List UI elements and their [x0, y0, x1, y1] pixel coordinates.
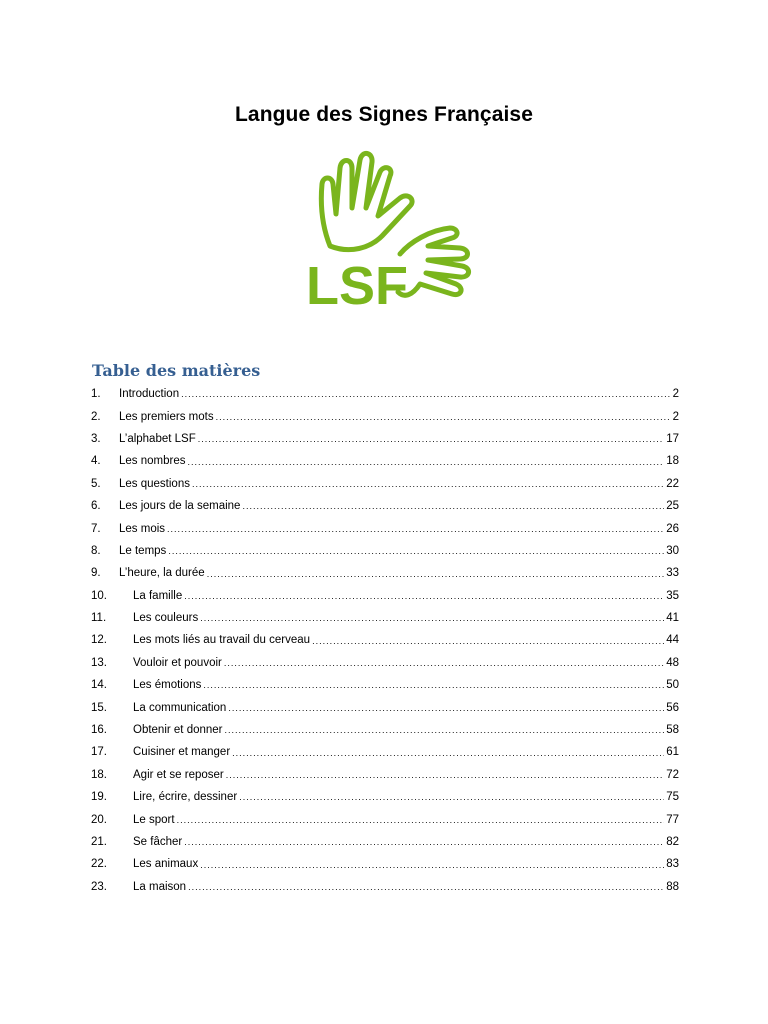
- toc-entry-page[interactable]: 35: [666, 589, 679, 602]
- toc-entry-title[interactable]: Vouloir et pouvoir: [133, 656, 222, 669]
- toc-entry[interactable]: [91, 473, 679, 495]
- toc-entry[interactable]: [91, 517, 679, 539]
- toc-dot-leader: [225, 726, 665, 741]
- toc-entry-number: 11.: [91, 612, 107, 625]
- toc-entry-number: 21.: [91, 836, 107, 848]
- toc-entry-title[interactable]: Le sport: [133, 813, 175, 826]
- toc-dot-leader: [200, 614, 664, 629]
- toc-entry-number: 3.: [91, 432, 101, 445]
- toc-entry[interactable]: [91, 495, 679, 517]
- toc-entry[interactable]: [91, 562, 679, 584]
- toc-entry-number: 9.: [91, 567, 101, 580]
- toc-entry-title[interactable]: Les questions: [119, 477, 190, 490]
- toc-entry-page[interactable]: 2: [672, 410, 679, 423]
- toc-entry-number: 4.: [91, 455, 101, 468]
- toc-entry-number: 8.: [91, 544, 101, 557]
- toc-entry-number: 23.: [91, 880, 107, 893]
- toc-dot-leader: [207, 570, 665, 585]
- toc-entry[interactable]: [91, 585, 679, 607]
- toc-entry-page[interactable]: 82: [666, 836, 679, 848]
- toc-entry-title[interactable]: L’alphabet LSF: [119, 432, 196, 445]
- toc-entry-title[interactable]: La communication: [133, 701, 227, 714]
- toc-entry-title[interactable]: Se fâcher: [133, 836, 183, 848]
- toc-entry-number: 20.: [91, 813, 107, 826]
- toc-entry[interactable]: [91, 876, 679, 898]
- toc-entry[interactable]: [91, 629, 679, 651]
- toc-dot-leader: [177, 816, 665, 831]
- toc-dot-leader: [181, 390, 670, 405]
- toc-entry[interactable]: [91, 719, 679, 741]
- toc-entry-page[interactable]: 44: [666, 634, 679, 647]
- toc-entry-number: 16.: [91, 724, 107, 737]
- toc-dot-leader: [312, 637, 664, 652]
- toc-dot-leader: [228, 704, 664, 719]
- toc-entry-title[interactable]: Cuisiner et manger: [133, 746, 231, 759]
- toc-entry-page[interactable]: 22: [666, 477, 679, 490]
- toc-entry-page[interactable]: 30: [666, 544, 679, 557]
- toc-entry-title[interactable]: Les mois: [119, 522, 166, 535]
- toc-entry-page[interactable]: 41: [666, 612, 679, 625]
- toc-entry-number: 17.: [91, 746, 107, 759]
- toc-dot-leader: [187, 458, 664, 473]
- toc-entry-title[interactable]: Le temps: [119, 544, 167, 557]
- toc-entry-title[interactable]: Agir et se reposer: [133, 768, 224, 781]
- toc-dot-leader: [188, 883, 664, 898]
- toc-entry-title[interactable]: Lire, écrire, dessiner: [133, 791, 238, 804]
- toc-entry-number: 2.: [91, 410, 101, 423]
- toc-entry-page[interactable]: 26: [666, 522, 679, 535]
- toc-dot-leader: [226, 771, 664, 786]
- toc-entry-number: 15.: [91, 701, 107, 714]
- toc-dot-leader: [184, 838, 664, 853]
- toc-entry[interactable]: [91, 652, 679, 674]
- toc-entry-page[interactable]: 88: [666, 880, 679, 893]
- toc-dot-leader: [198, 435, 664, 450]
- toc-dot-leader: [242, 502, 664, 517]
- toc-entry-page[interactable]: 25: [666, 500, 679, 513]
- toc-entry[interactable]: [91, 540, 679, 562]
- toc-entry[interactable]: [91, 607, 679, 629]
- toc-entry-title[interactable]: Les animaux: [133, 858, 199, 871]
- toc-entry[interactable]: [91, 674, 679, 696]
- toc-entry-title[interactable]: Les émotions: [133, 679, 202, 692]
- table-of-contents: [91, 383, 679, 898]
- toc-entry-title[interactable]: Obtenir et donner: [133, 724, 223, 737]
- toc-dot-leader: [167, 525, 664, 540]
- toc-entry-page[interactable]: 61: [666, 746, 679, 759]
- toc-dot-leader: [203, 681, 664, 696]
- toc-entry-title[interactable]: La famille: [133, 589, 183, 602]
- toc-entry-number: 18.: [91, 768, 107, 781]
- toc-dot-leader: [239, 793, 664, 808]
- toc-entry-number: 22.: [91, 858, 107, 871]
- toc-dot-leader: [192, 480, 664, 495]
- toc-entry-page[interactable]: 72: [666, 768, 679, 781]
- toc-entry-number: 7.: [91, 522, 101, 535]
- toc-entry-number: 19.: [91, 791, 107, 804]
- toc-entry[interactable]: [91, 831, 679, 853]
- toc-entry-title[interactable]: La maison: [133, 880, 187, 893]
- toc-entry[interactable]: [91, 428, 679, 450]
- toc-dot-leader: [200, 861, 664, 876]
- toc-entry-number: 1.: [91, 388, 101, 401]
- toc-entry-number: 6.: [91, 500, 101, 513]
- toc-entry-number: 12.: [91, 634, 107, 647]
- toc-entry-page[interactable]: 58: [666, 724, 679, 737]
- toc-entry-page[interactable]: 77: [666, 813, 679, 826]
- toc-entry-page[interactable]: 2: [672, 388, 679, 401]
- toc-entry[interactable]: [91, 853, 679, 875]
- toc-entry-title[interactable]: Les mots liés au travail du cerveau: [133, 634, 311, 647]
- toc-entry-number: 13.: [91, 656, 107, 669]
- toc-entry-page[interactable]: 17: [666, 432, 679, 445]
- toc-entry-page[interactable]: 18: [666, 455, 679, 468]
- toc-entry-page[interactable]: 48: [666, 656, 679, 669]
- lsf-logo: [300, 146, 480, 326]
- toc-entry[interactable]: [91, 764, 679, 786]
- document-title: Langue des Signes Française: [235, 103, 533, 126]
- toc-entry-number: 5.: [91, 477, 101, 490]
- toc-entry[interactable]: [91, 696, 679, 718]
- toc-dot-leader: [184, 592, 664, 607]
- toc-heading: Table des matières: [92, 361, 261, 380]
- toc-dot-leader: [232, 749, 664, 764]
- toc-dot-leader: [168, 547, 664, 562]
- toc-entry[interactable]: [91, 741, 679, 763]
- toc-entry-number: 14.: [91, 679, 107, 692]
- toc-entry-title[interactable]: Les nombres: [119, 455, 186, 468]
- toc-entry-title[interactable]: Introduction: [119, 388, 180, 401]
- toc-entry-title[interactable]: Les couleurs: [133, 612, 199, 625]
- toc-entry-title[interactable]: Les jours de la semaine: [119, 500, 241, 513]
- toc-entry-page[interactable]: 56: [666, 701, 679, 714]
- toc-entry-number: 10.: [91, 589, 107, 602]
- toc-entry-page[interactable]: 83: [666, 858, 679, 871]
- toc-entry-page[interactable]: 50: [666, 679, 679, 692]
- toc-entry[interactable]: [91, 450, 679, 472]
- toc-dot-leader: [216, 413, 671, 428]
- toc-entry-title[interactable]: Les premiers mots: [119, 410, 214, 423]
- toc-entry[interactable]: [91, 808, 679, 830]
- toc-entry-page[interactable]: 75: [666, 791, 679, 804]
- toc-entry-title[interactable]: L’heure, la durée: [119, 567, 205, 580]
- toc-dot-leader: [224, 659, 664, 674]
- toc-entry[interactable]: [91, 786, 679, 808]
- toc-entry[interactable]: [91, 383, 679, 405]
- toc-entry-page[interactable]: 33: [666, 567, 679, 580]
- lsf-logo-text: LSF: [306, 256, 408, 316]
- toc-entry[interactable]: [91, 405, 679, 427]
